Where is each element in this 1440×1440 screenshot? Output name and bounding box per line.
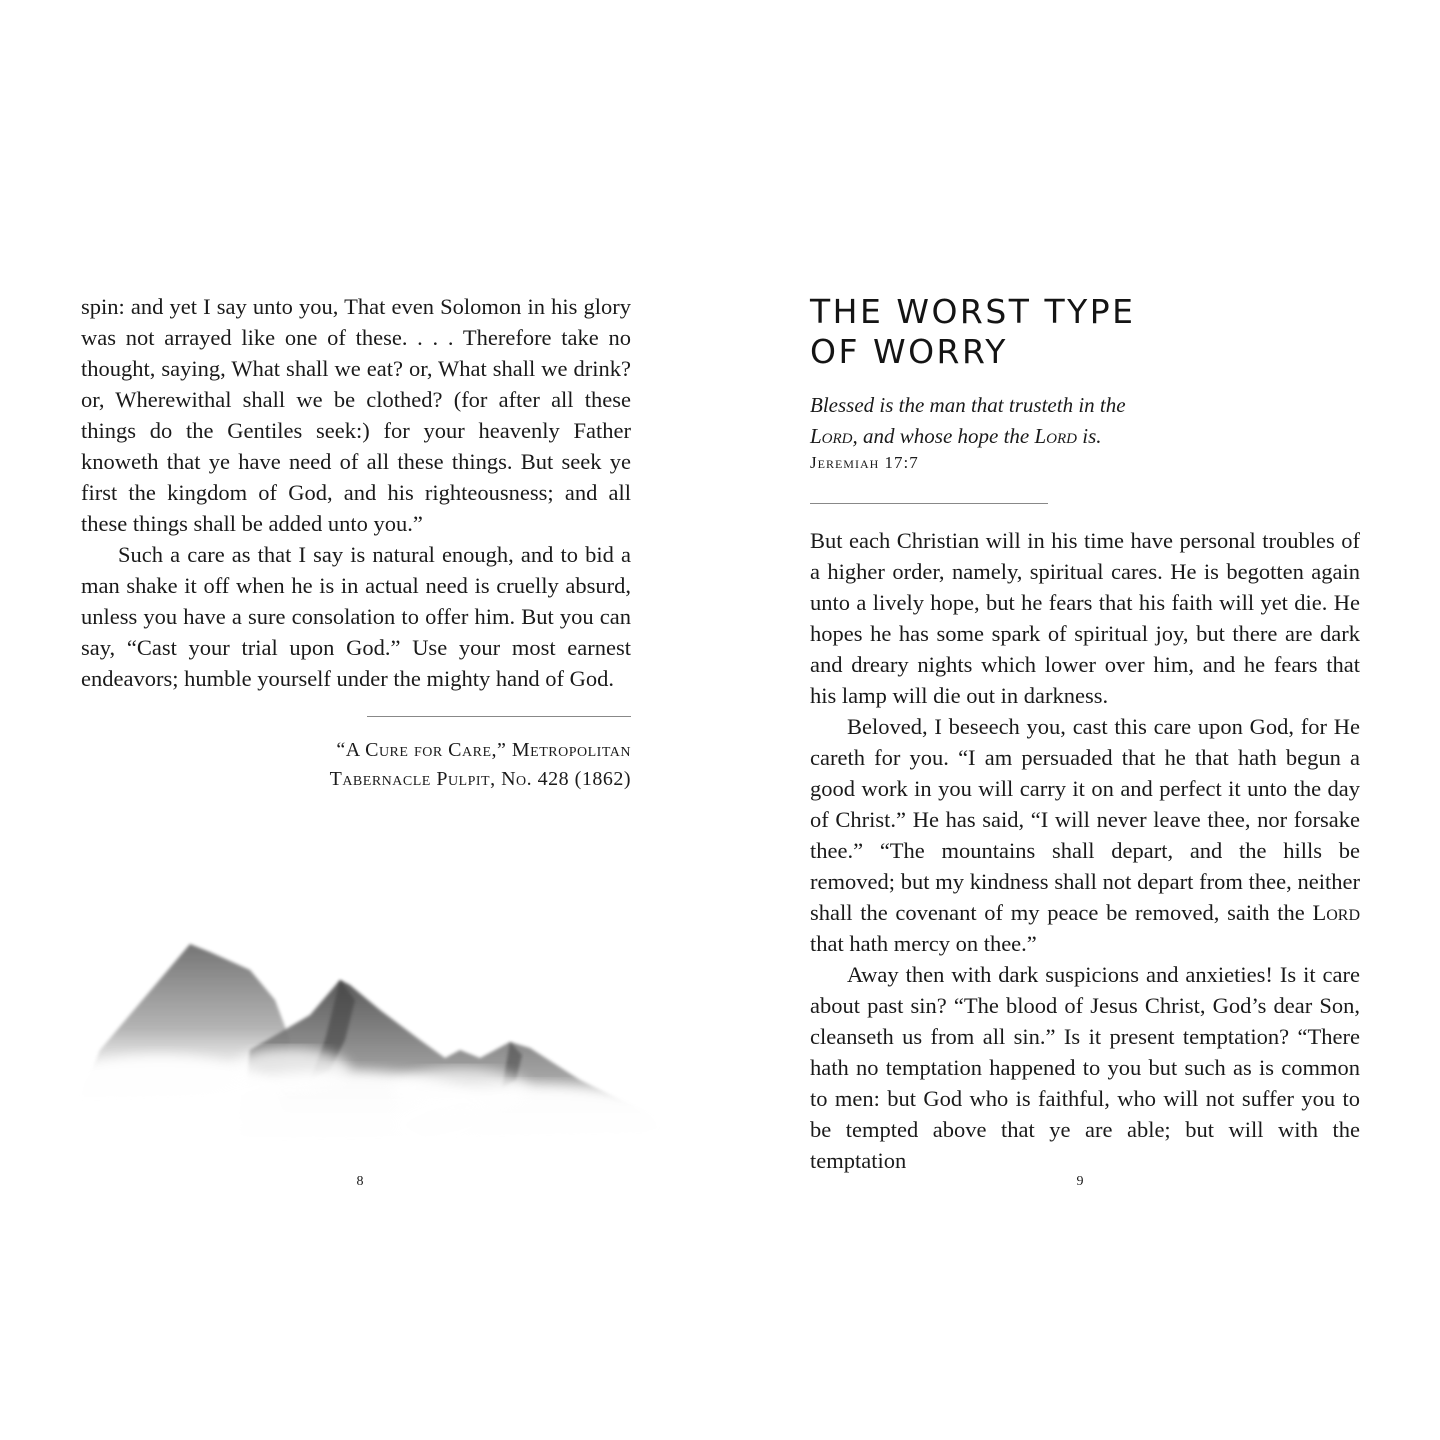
source-line-1: “A Cure for Care,” Metropolitan xyxy=(336,739,631,761)
page-number-left: 8 xyxy=(356,1174,364,1189)
page-number-right: 9 xyxy=(1076,1174,1084,1189)
right-paragraph-2-text-b: that hath mercy on thee.” xyxy=(810,931,1037,956)
left-paragraph-2: Such a care as that I say is natural enough, and to bid a man shake it off when he is in actual need is cruelly absurd, unless you have a sure consolation to offer him. But you can say, “Cast your trial upon God.” Use your most earnest endeavors; humble yourself under the mighty hand of God. xyxy=(81,542,631,691)
right-paragraph-2-text-a: Beloved, I beseech you, cast this care upon God, for He careth for you. “I am persuaded that he that hath begun a good work in you will carry it on and perfect it unto the day of Christ.” He has said, “I will never leave thee, nor forsake thee.” “The mountains shall depart, and the hills be removed; but my kindness shall not depart from thee, neither shall the covenant of my peace be removed, saith the xyxy=(810,714,1360,925)
right-body-text xyxy=(810,525,1360,1176)
source-divider xyxy=(367,716,631,717)
right-paragraph-2 xyxy=(810,711,1360,959)
epigraph-lord-1: Lord xyxy=(810,424,853,448)
chapter-title-line-2: OF WORRY xyxy=(810,332,1008,371)
left-body-text xyxy=(81,291,631,694)
epigraph xyxy=(810,390,1230,452)
epigraph-text-2: , and whose hope the xyxy=(852,424,1030,448)
chapter-title-line-1: THE WORST TYPE xyxy=(810,292,1136,331)
mountain-illustration xyxy=(40,930,700,1180)
epigraph-reference: Jeremiah 17:7 xyxy=(810,453,919,472)
right-paragraph-2-lord: Lord xyxy=(1312,900,1360,925)
right-paragraph-3: Away then with dark suspicions and anxieties! Is it care about past sin? “The blood of Jesus Christ, God’s dear Son, cleanseth us from all sin.” Is it present temptation? “There hath no temptation happened to you but such as is common to men: but God who is faithful, who will not suffer you to be tempted above that ye are able; but will with the temptation xyxy=(810,962,1360,1173)
epigraph-divider xyxy=(810,503,1048,504)
epigraph-lord-2: Lord xyxy=(1034,424,1078,448)
epigraph-text-1: Blessed is the man that trusteth in the xyxy=(810,393,1126,417)
chapter-title xyxy=(810,292,1330,372)
right-paragraph-1: But each Christian will in his time have personal troubles of a higher order, namely, spiritual cares. He is begotten again unto a lively hope, but he fears that his faith will yet die. He hopes he has some spark of spiritual joy, but there are dark and dreary nights which lower over him, and he fears that his lamp will die out in darkness. xyxy=(810,528,1360,708)
left-paragraph-1: spin: and yet I say unto you, That even Solomon in his glory was not arrayed like one of these. . . . Therefore take no thought, saying, What shall we eat? or, What shall we drink? or, Wherewithal shall we be clothed? (for after all these things do the Gentiles seek:) for your heavenly Father knoweth that ye have need of all these things. But seek ye first the kingdom of God, and his righteousness; and all these things shall be added unto you.” xyxy=(81,294,631,536)
right-page xyxy=(720,0,1440,1440)
epigraph-text-3: is. xyxy=(1082,424,1102,448)
sermon-source xyxy=(260,736,631,794)
source-line-2: Tabernacle Pulpit, No. 428 (1862) xyxy=(329,768,631,790)
